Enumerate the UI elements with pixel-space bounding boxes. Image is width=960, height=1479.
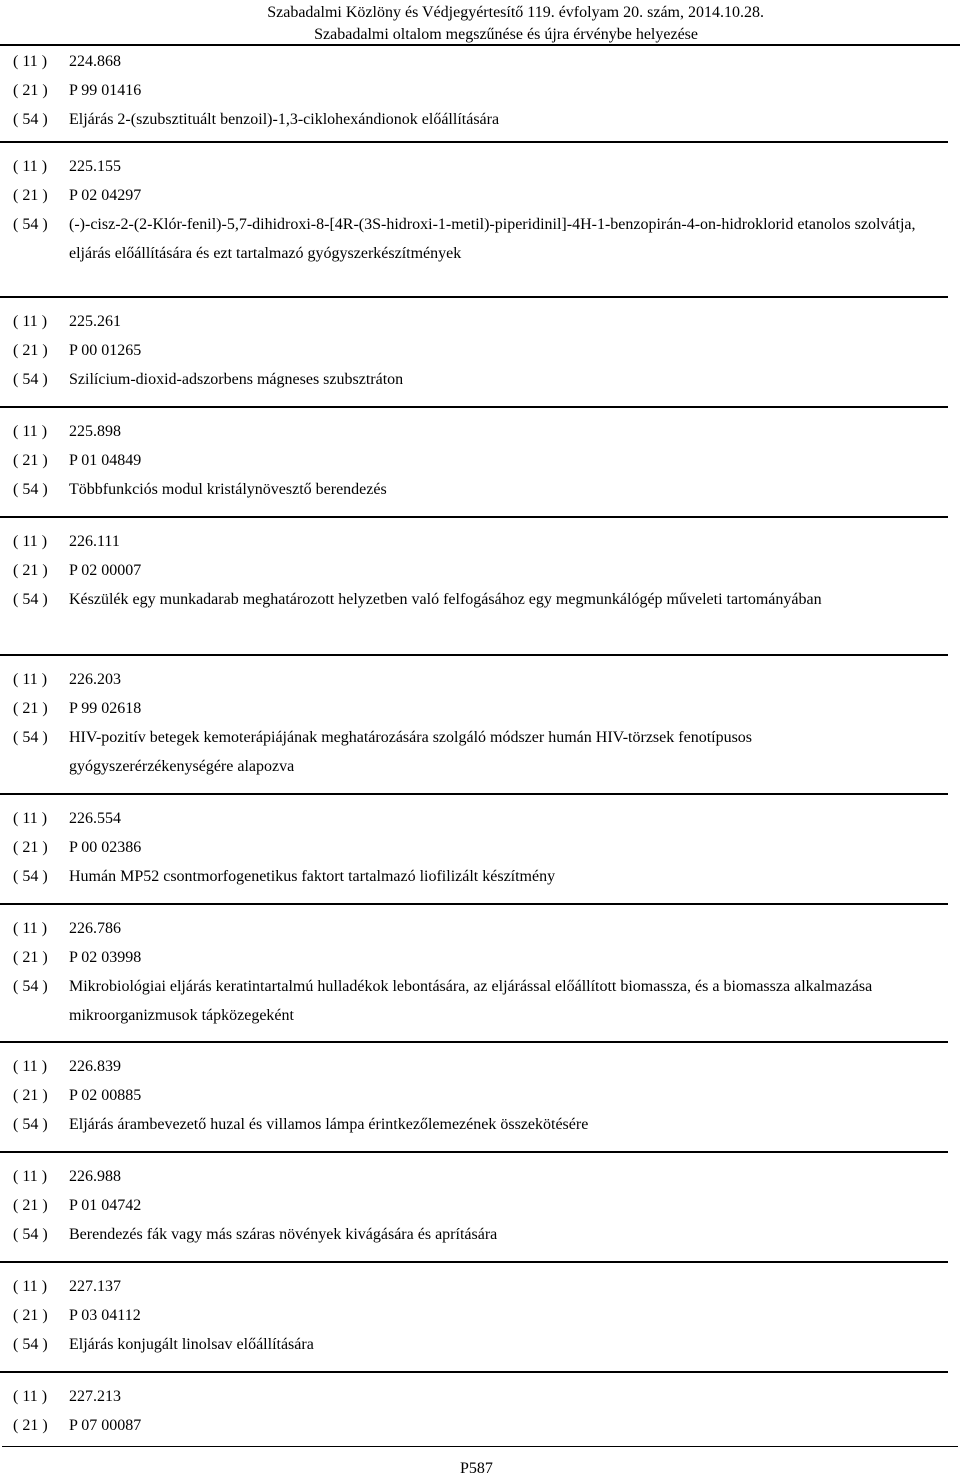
field-code: ( 21 ) <box>13 1087 48 1104</box>
field-54 <box>13 365 960 394</box>
field-code: ( 11 ) <box>13 810 48 827</box>
field-54 <box>13 475 960 504</box>
patent-number: 226.786 <box>69 920 121 937</box>
field-code: ( 54 ) <box>13 371 48 388</box>
field-code: ( 54 ) <box>13 481 48 498</box>
patent-record <box>0 143 960 298</box>
field-54 <box>13 1110 960 1139</box>
field-code: ( 21 ) <box>13 1417 48 1434</box>
patent-number: 225.155 <box>69 158 121 175</box>
patent-record <box>0 656 960 795</box>
field-code: ( 21 ) <box>13 949 48 966</box>
field-code: ( 11 ) <box>13 53 48 70</box>
field-54 <box>13 210 960 268</box>
patent-number: 227.213 <box>69 1388 121 1405</box>
field-11 <box>13 1272 960 1301</box>
field-54 <box>13 1330 960 1359</box>
section-title: Szabadalmi oltalom megszűnése és újra érvénybe helyezése <box>314 26 698 43</box>
application-number: P 01 04849 <box>69 452 142 469</box>
patent-record <box>0 46 960 143</box>
patent-number: 224.868 <box>69 53 121 70</box>
patent-title: Készülék egy munkadarab meghatározott helyzetben való felfogásához egy megmunkálógép műveleti tartományában <box>69 591 822 608</box>
application-number: P 02 03998 <box>69 949 142 966</box>
field-11 <box>13 914 960 943</box>
field-11 <box>13 307 960 336</box>
field-code: ( 11 ) <box>13 313 48 330</box>
patent-number: 225.898 <box>69 423 121 440</box>
patent-record <box>0 905 960 1043</box>
patent-title: Többfunkciós modul kristálynövesztő berendezés <box>69 481 387 498</box>
field-code: ( 54 ) <box>13 111 48 128</box>
field-code: ( 11 ) <box>13 1388 48 1405</box>
page-number: P587 <box>460 1460 493 1477</box>
field-11 <box>13 152 960 181</box>
page-footer <box>0 1446 960 1479</box>
field-code: ( 11 ) <box>13 671 48 688</box>
field-11 <box>13 804 960 833</box>
field-21 <box>13 1191 960 1220</box>
field-code: ( 21 ) <box>13 82 48 99</box>
field-54 <box>13 105 960 134</box>
patent-record <box>0 1263 960 1373</box>
field-11 <box>13 1052 960 1081</box>
patent-title: Humán MP52 csontmorfogenetikus faktort tartalmazó liofilizált készítmény <box>69 868 556 885</box>
field-21 <box>13 336 960 365</box>
patent-title: Eljárás 2-(szubsztituált benzoil)-1,3-ciklohexándionok előállítására <box>69 111 500 128</box>
field-21 <box>13 76 960 105</box>
field-54 <box>13 972 960 1030</box>
field-21 <box>13 446 960 475</box>
field-code: ( 54 ) <box>13 1226 48 1243</box>
field-11 <box>13 417 960 446</box>
patent-number: 226.839 <box>69 1058 121 1075</box>
application-number: P 99 02618 <box>69 700 142 717</box>
patent-record <box>0 1043 960 1153</box>
field-11 <box>13 665 960 694</box>
field-code: ( 54 ) <box>13 1116 48 1133</box>
field-54 <box>13 862 960 891</box>
field-54 <box>13 723 960 781</box>
patent-number: 226.554 <box>69 810 121 827</box>
field-21 <box>13 833 960 862</box>
application-number: P 02 00885 <box>69 1087 142 1104</box>
field-code: ( 54 ) <box>13 591 48 608</box>
patent-title: Berendezés fák vagy más száras növények kivágására és aprítására <box>69 1226 498 1243</box>
field-21 <box>13 1081 960 1110</box>
application-number: P 99 01416 <box>69 82 142 99</box>
field-code: ( 54 ) <box>13 868 48 885</box>
field-11 <box>13 527 960 556</box>
patent-title: Mikrobiológiai eljárás keratintartalmú hulladékok lebontására, az eljárással előállított biomassza, és a biomassza alkalmazása mikroorganizmusok tápközegeként <box>69 978 873 1024</box>
application-number: P 00 01265 <box>69 342 142 359</box>
field-21 <box>13 1411 960 1440</box>
field-21 <box>13 181 960 210</box>
journal-title: Szabadalmi Közlöny és Védjegyértesítő 119. évfolyam 20. szám, 2014.10.28. <box>267 4 764 21</box>
field-code: ( 54 ) <box>13 729 48 746</box>
patent-title: Eljárás árambevezető huzal és villamos lámpa érintkezőlemezének összekötésére <box>69 1116 589 1133</box>
field-code: ( 11 ) <box>13 158 48 175</box>
field-21 <box>13 694 960 723</box>
field-code: ( 21 ) <box>13 452 48 469</box>
field-code: ( 21 ) <box>13 839 48 856</box>
patent-record <box>0 795 960 905</box>
field-code: ( 11 ) <box>13 1278 48 1295</box>
field-code: ( 21 ) <box>13 562 48 579</box>
field-code: ( 21 ) <box>13 700 48 717</box>
application-number: P 03 04112 <box>69 1307 141 1324</box>
patent-title: (-)-cisz-2-(2-Klór-fenil)-5,7-dihidroxi-8-[4R-(3S-hidroxi-1-metil)-piperidinil]-4H-1-benzopirán-4-on-hidroklorid etanolos szolvátja, eljárás előállítására és ezt tartalmazó gyógyszerkészítmények <box>69 216 916 262</box>
patent-record <box>0 298 960 408</box>
page-header <box>0 0 960 46</box>
patent-number: 226.203 <box>69 671 121 688</box>
field-code: ( 11 ) <box>13 533 48 550</box>
patent-title: Eljárás konjugált linolsav előállítására <box>69 1336 314 1353</box>
footer-rule <box>2 1446 958 1447</box>
field-21 <box>13 943 960 972</box>
field-code: ( 54 ) <box>13 1336 48 1353</box>
patent-record <box>0 408 960 518</box>
patent-record <box>0 518 960 656</box>
field-code: ( 11 ) <box>13 1168 48 1185</box>
field-11 <box>13 1382 960 1411</box>
field-code: ( 21 ) <box>13 1197 48 1214</box>
patent-number: 227.137 <box>69 1278 121 1295</box>
field-code: ( 11 ) <box>13 920 48 937</box>
field-21 <box>13 1301 960 1330</box>
patent-title: Szilícium-dioxid-adszorbens mágneses szubsztráton <box>69 371 404 388</box>
field-code: ( 21 ) <box>13 342 48 359</box>
patent-number: 226.111 <box>69 533 120 550</box>
field-code: ( 21 ) <box>13 187 48 204</box>
field-54 <box>13 585 960 614</box>
field-54 <box>13 1220 960 1249</box>
application-number: P 07 00087 <box>69 1417 142 1434</box>
application-number: P 01 04742 <box>69 1197 142 1214</box>
field-21 <box>13 556 960 585</box>
application-number: P 00 02386 <box>69 839 142 856</box>
application-number: P 02 04297 <box>69 187 142 204</box>
field-code: ( 21 ) <box>13 1307 48 1324</box>
field-code: ( 11 ) <box>13 423 48 440</box>
field-code: ( 54 ) <box>13 978 48 995</box>
field-code: ( 11 ) <box>13 1058 48 1075</box>
patent-number: 226.988 <box>69 1168 121 1185</box>
field-code: ( 54 ) <box>13 216 48 233</box>
field-11 <box>13 47 960 76</box>
application-number: P 02 00007 <box>69 562 142 579</box>
patent-record <box>0 1153 960 1263</box>
patent-number: 225.261 <box>69 313 121 330</box>
field-11 <box>13 1162 960 1191</box>
patent-title: HIV-pozitív betegek kemoterápiájának meghatározására szolgáló módszer humán HIV-törzsek fenotípusos gyógyszerérzékenységére alapozva <box>69 729 753 775</box>
